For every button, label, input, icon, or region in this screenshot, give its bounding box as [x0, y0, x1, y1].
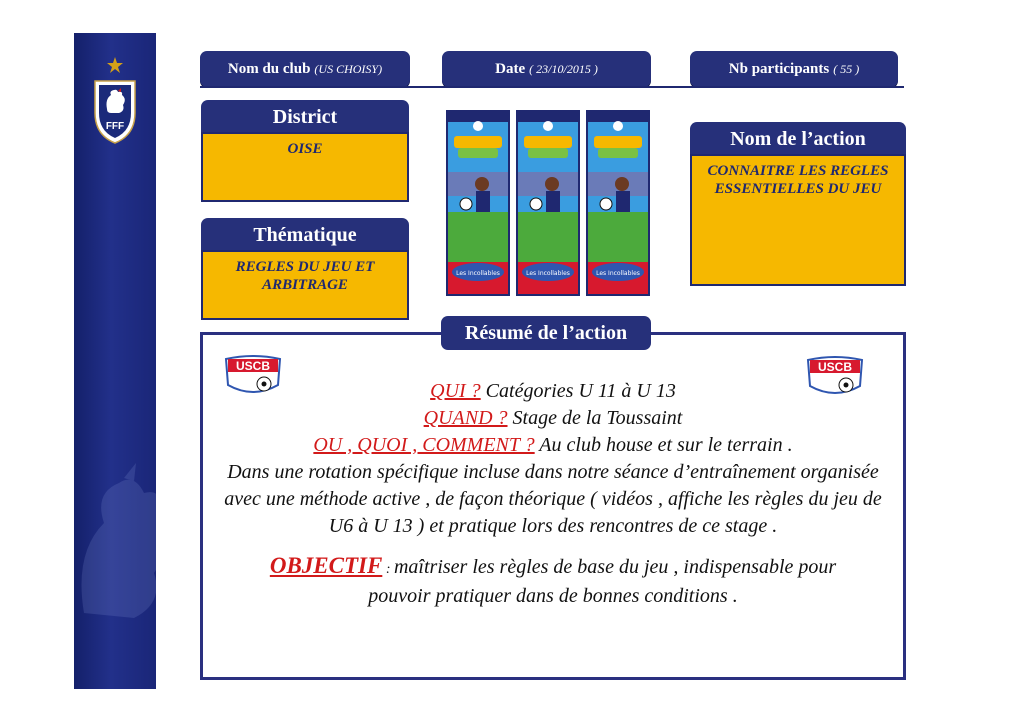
- summary-title: Résumé de l’action: [441, 316, 651, 350]
- summary-text: [204, 378, 902, 610]
- district-value: OISE: [201, 132, 409, 202]
- objective-label: OBJECTIF: [269, 553, 383, 578]
- quand-label: QUAND ?: [423, 407, 508, 429]
- qui-line: [204, 378, 902, 405]
- book-brand: Les Incollables: [456, 270, 500, 277]
- summary-body: Dans une rotation spécifique incluse dans notre séance d’entraînement organisée avec une méthode active , de façon théorique ( vidéos , affiche les règles du jeu de U6 à U 13 ) et pratique lors des rencontres de ce stage .: [224, 461, 882, 537]
- objective-text: maîtriser les règles de base du jeu , indispensable pour pouvoir pratiquer dans de bonnes conditions .: [368, 556, 837, 607]
- qui-label: QUI ?: [430, 380, 481, 402]
- ou-text: Au club house et sur le terrain .: [534, 434, 793, 456]
- objective-colon: :: [382, 562, 394, 577]
- quand-line: [204, 405, 902, 432]
- fff-sidebar: [74, 33, 156, 689]
- objective-line: [204, 552, 902, 610]
- ou-label: OU , QUOI , COMMENT ?: [313, 434, 535, 456]
- club-label: Nom du club: [227, 60, 311, 77]
- quiz-book-cover: [586, 110, 650, 296]
- date-pill: [442, 51, 651, 87]
- header-divider: [200, 86, 904, 88]
- svg-text:FFF: FFF: [105, 121, 125, 132]
- qui-text: Catégories U 11 à U 13: [480, 380, 676, 402]
- participants-pill: [690, 51, 898, 87]
- fff-rooster-crest-icon: [87, 55, 143, 147]
- district-title: District: [201, 100, 409, 134]
- club-value: (US CHOISY): [314, 61, 383, 76]
- date-label: Date: [495, 60, 526, 77]
- thematique-title: Thématique: [201, 218, 409, 252]
- thematique-value: REGLES DU JEU ET ARBITRAGE: [201, 250, 409, 320]
- action-title: Nom de l’action: [690, 122, 906, 156]
- action-value: CONNAITRE LES REGLES ESSENTIELLES DU JEU: [690, 154, 906, 286]
- participants-label: Nb participants: [728, 60, 830, 77]
- participants-value: ( 55 ): [833, 61, 860, 76]
- rooster-watermark-icon: [74, 433, 156, 633]
- svg-text:USCB: USCB: [235, 359, 271, 373]
- book-brand: Les Incollables: [526, 270, 570, 277]
- date-value: ( 23/10/2015 ): [529, 61, 598, 76]
- ou-line: [204, 432, 902, 459]
- club-name-pill: [200, 51, 410, 87]
- quiz-book-cover: [516, 110, 580, 296]
- quand-text: Stage de la Toussaint: [507, 407, 683, 429]
- quiz-book-cover: [446, 110, 510, 296]
- svg-text:USCB: USCB: [817, 360, 853, 374]
- book-brand: Les Incollables: [596, 270, 640, 277]
